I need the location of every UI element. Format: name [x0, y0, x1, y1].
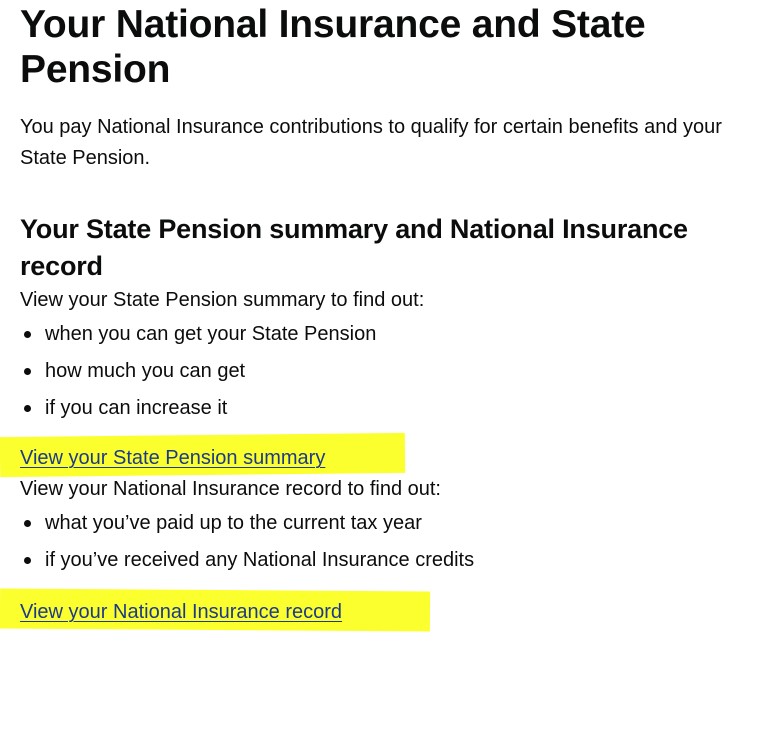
- ni-link-container: [20, 597, 765, 628]
- list-item: how much you can get: [20, 353, 765, 390]
- pension-link-container: [20, 443, 765, 474]
- list-item: what you’ve paid up to the current tax year: [20, 505, 765, 542]
- list-item: if you can increase it: [20, 390, 765, 427]
- lead-paragraph: You pay National Insurance contributions to qualify for certain benefits and your State Pension.: [20, 116, 722, 169]
- section-heading: Your State Pension summary and National Insurance record: [20, 214, 688, 281]
- list-item: when you can get your State Pension: [20, 316, 765, 353]
- ni-bullet-list: [20, 505, 765, 579]
- view-state-pension-summary-link[interactable]: View your State Pension summary: [20, 447, 326, 469]
- list-item: if you’ve received any National Insurance credits: [20, 542, 765, 579]
- pension-intro: View your State Pension summary to find out:: [20, 289, 425, 311]
- page-title: Your National Insurance and State Pension: [20, 3, 646, 91]
- view-national-insurance-record-link[interactable]: View your National Insurance record: [20, 601, 343, 623]
- pension-bullet-list: [20, 316, 765, 427]
- ni-intro: View your National Insurance record to find out:: [20, 478, 441, 500]
- main-content: [20, 0, 765, 628]
